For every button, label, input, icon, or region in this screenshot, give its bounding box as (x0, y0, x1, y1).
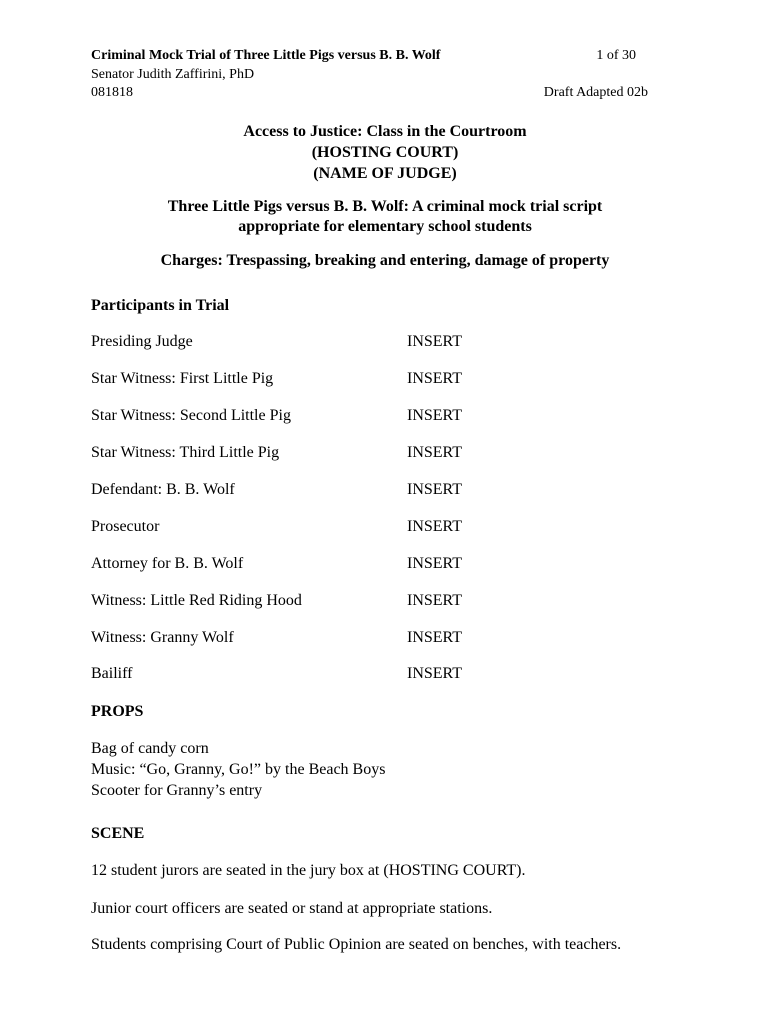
title-line-1: Access to Justice: Class in the Courtroom (243, 123, 527, 140)
participant-row (91, 479, 691, 501)
participant-value: INSERT (407, 629, 463, 646)
participant-row (91, 627, 691, 649)
props-heading: PROPS (91, 703, 144, 720)
participant-row (91, 590, 691, 612)
participant-value: INSERT (407, 665, 463, 682)
participant-value: INSERT (407, 592, 463, 609)
participant-role: Witness: Granny Wolf (91, 629, 234, 646)
participant-value: INSERT (407, 481, 463, 498)
participant-role: Defendant: B. B. Wolf (91, 481, 235, 498)
scene-heading: SCENE (91, 825, 145, 842)
participant-role: Attorney for B. B. Wolf (91, 555, 244, 572)
title-line-3: (NAME OF JUDGE) (313, 165, 457, 182)
participant-role: Prosecutor (91, 518, 160, 535)
participant-role: Presiding Judge (91, 333, 193, 350)
header-title: Criminal Mock Trial of Three Little Pigs versus B. B. Wolf (91, 48, 441, 63)
props-item: Bag of candy corn (91, 740, 209, 757)
participant-role: Star Witness: Second Little Pig (91, 407, 291, 424)
header-code: 081818 (91, 85, 133, 100)
subtitle-line-2: appropriate for elementary school students (238, 218, 532, 235)
header-draft: Draft Adapted 02b (543, 85, 648, 100)
participant-value: INSERT (407, 333, 463, 350)
participant-value: INSERT (407, 444, 463, 461)
scene-line: Junior court officers are seated or stand at appropriate stations. (91, 900, 493, 917)
scene-line: Students comprising Court of Public Opinion are seated on benches, with teachers. (91, 936, 622, 953)
participant-role: Star Witness: Third Little Pig (91, 444, 280, 461)
participant-row (91, 442, 691, 464)
props-item: Scooter for Granny’s entry (91, 782, 263, 799)
participant-row (91, 331, 691, 353)
participant-value: INSERT (407, 407, 463, 424)
subtitle-line-1: Three Little Pigs versus B. B. Wolf: A criminal mock trial script (167, 198, 603, 215)
scene-line: 12 student jurors are seated in the jury box at (HOSTING COURT). (91, 862, 526, 879)
participant-value: INSERT (407, 518, 463, 535)
props-item: Music: “Go, Granny, Go!” by the Beach Boys (91, 761, 386, 778)
participant-role: Star Witness: First Little Pig (91, 370, 274, 387)
participants-heading: Participants in Trial (91, 297, 230, 314)
participant-role: Bailiff (91, 665, 133, 682)
participant-row (91, 663, 691, 685)
participant-role: Witness: Little Red Riding Hood (91, 592, 302, 609)
participant-row (91, 405, 691, 427)
participant-row (91, 553, 691, 575)
participant-row (91, 368, 691, 390)
participant-row (91, 516, 691, 538)
charges-line: Charges: Trespassing, breaking and entering, damage of property (160, 252, 610, 269)
header-author: Senator Judith Zaffirini, PhD (91, 67, 255, 82)
participant-value: INSERT (407, 555, 463, 572)
title-line-2: (HOSTING COURT) (311, 144, 459, 161)
participant-value: INSERT (407, 370, 463, 387)
page-number: 1 of 30 (596, 48, 636, 63)
